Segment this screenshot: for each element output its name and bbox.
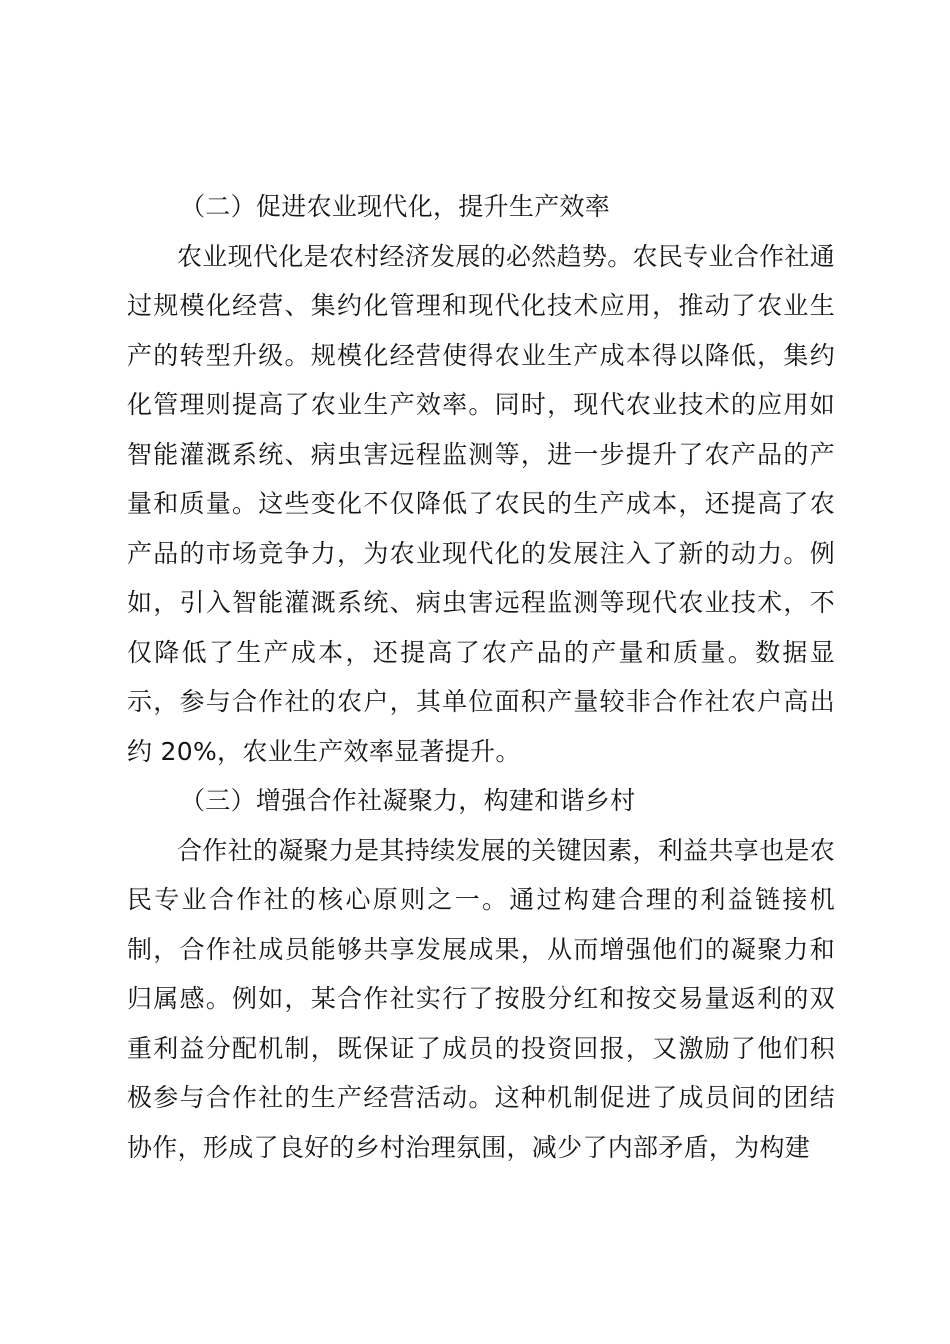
section-heading-3: （三）增强合作社凝聚力，构建和谐乡村 <box>180 786 636 815</box>
section-heading-2: （二）促进农业现代化，提升生产效率 <box>180 192 611 221</box>
paragraph-agri-modernization: 农业现代化是农村经济发展的必然趋势。农民专业合作社通过规模化经营、集约化管理和现代化技术应用，推动了农业生产的转型升级。规模化经营使得农业生产成本得以降低，集约化管理则提高了农业生产效率。同时，现代农业技术的应用如智能灌溉系统、病虫害远程监测等，进一步提升了农产品的产量和质量。这些变化不仅降低了农民的生产成本，还提高了农产品的市场竞争力，为农业现代化的发展注入了新的动力。例如，引入智能灌溉系统、病虫害远程监测等现代农业技术，不仅降低了生产成本，还提高了农产品的产量和质量。数据显示，参与合作社的农户，其单位面积产量较非合作社农户高出约 20%，农业生产效率显著提升。 <box>127 241 835 766</box>
paragraph-cooperative-cohesion: 合作社的凝聚力是其持续发展的关键因素，利益共享也是农民专业合作社的核心原则之一。通过构建合理的利益链接机制，合作社成员能够共享发展成果，从而增强他们的凝聚力和归属感。例如，某合作社实行了按股分红和按交易量返利的双重利益分配机制，既保证了成员的投资回报，又激励了他们积极参与合作社的生产经营活动。这种机制促进了成员间的团结协作，形成了良好的乡村治理氛围，减少了内部矛盾，为构建 <box>127 835 835 1162</box>
document-body <box>127 182 835 1172</box>
